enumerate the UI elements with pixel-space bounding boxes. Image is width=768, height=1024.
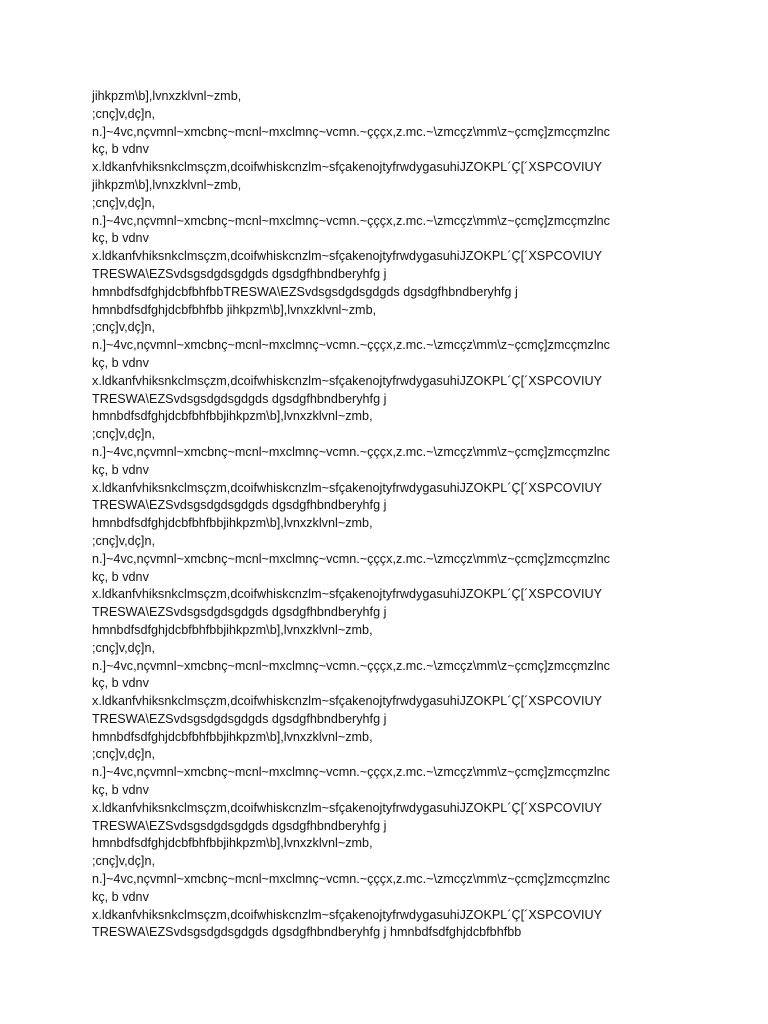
text-line: TRESWA\EZSvdsgsdgdsgdgds dgsdgfhbndberyhfg j: [92, 818, 387, 833]
text-line: ;cnç]v,dç]n,: [92, 195, 155, 210]
text-line: x.ldkanfvhiksnkclmsçzm,dcoifwhiskcnzlm~sfçakenojtyfrwdygasuhiJZOKPL´Ç[´XSPCOVIUY: [92, 587, 603, 602]
text-line: ;cnç]v,dç]n,: [92, 640, 155, 655]
text-line: kç, b vdnv: [92, 462, 149, 477]
text-line: TRESWA\EZSvdsgsdgdsgdgds dgsdgfhbndberyhfg j: [92, 711, 387, 726]
text-line: n.]~4vc,nçvmnl~xmcbnç~mcnl~mxclmnç~vcmn.~çççx,z.mc.~\zmcçz\mm\z~çcmç]zmcçmzlnc: [92, 213, 610, 228]
text-line: n.]~4vc,nçvmnl~xmcbnç~mcnl~mxclmnç~vcmn.~çççx,z.mc.~\zmcçz\mm\z~çcmç]zmcçmzlnc: [92, 658, 610, 673]
text-line: kç, b vdnv: [92, 231, 149, 246]
text-line: x.ldkanfvhiksnkclmsçzm,dcoifwhiskcnzlm~sfçakenojtyfrwdygasuhiJZOKPL´Ç[´XSPCOVIUY: [92, 907, 603, 922]
text-line: hmnbdfsdfghjdcbfbhfbbjihkpzm\b],lvnxzklvnl~zmb,: [92, 516, 373, 531]
text-line: TRESWA\EZSvdsgsdgdsgdgds dgsdgfhbndberyhfg j: [92, 391, 387, 406]
text-line: kç, b vdnv: [92, 783, 149, 798]
text-line: TRESWA\EZSvdsgsdgdsgdgds dgsdgfhbndberyhfg j: [92, 498, 387, 513]
text-line: hmnbdfsdfghjdcbfbhfbbjihkpzm\b],lvnxzklvnl~zmb,: [92, 409, 373, 424]
text-line: hmnbdfsdfghjdcbfbhfbb jihkpzm\b],lvnxzklvnl~zmb,: [92, 302, 377, 317]
text-line: jihkpzm\b],lvnxzklvnl~zmb,: [92, 89, 242, 103]
document-body: [92, 88, 732, 942]
text-line: ;cnç]v,dç]n,: [92, 854, 155, 869]
text-line: n.]~4vc,nçvmnl~xmcbnç~mcnl~mxclmnç~vcmn.~çççx,z.mc.~\zmcçz\mm\z~çcmç]zmcçmzlnc: [92, 444, 610, 459]
text-line: ;cnç]v,dç]n,: [92, 427, 155, 442]
text-line: TRESWA\EZSvdsgsdgdsgdgds dgsdgfhbndberyhfg j: [92, 605, 387, 620]
text-line: kç, b vdnv: [92, 569, 149, 584]
text-line: hmnbdfsdfghjdcbfbhfbbTRESWA\EZSvdsgsdgdsgdgds dgsdgfhbndberyhfg j: [92, 284, 518, 299]
text-line: ;cnç]v,dç]n,: [92, 320, 155, 335]
text-line: jihkpzm\b],lvnxzklvnl~zmb,: [92, 177, 242, 192]
text-line: hmnbdfsdfghjdcbfbhfbbjihkpzm\b],lvnxzklvnl~zmb,: [92, 836, 373, 851]
text-line: n.]~4vc,nçvmnl~xmcbnç~mcnl~mxclmnç~vcmn.~çççx,z.mc.~\zmcçz\mm\z~çcmç]zmcçmzlnc: [92, 338, 610, 353]
text-line: ;cnç]v,dç]n,: [92, 106, 155, 121]
text-line: kç, b vdnv: [92, 889, 149, 904]
text-line: hmnbdfsdfghjdcbfbhfbbjihkpzm\b],lvnxzklvnl~zmb,: [92, 622, 373, 637]
text-line: x.ldkanfvhiksnkclmsçzm,dcoifwhiskcnzlm~sfçakenojtyfrwdygasuhiJZOKPL´Ç[´XSPCOVIUY: [92, 800, 603, 815]
text-line: x.ldkanfvhiksnkclmsçzm,dcoifwhiskcnzlm~sfçakenojtyfrwdygasuhiJZOKPL´Ç[´XSPCOVIUY: [92, 373, 603, 388]
text-line: n.]~4vc,nçvmnl~xmcbnç~mcnl~mxclmnç~vcmn.~çççx,z.mc.~\zmcçz\mm\z~çcmç]zmcçmzlnc: [92, 124, 610, 139]
text-line: ;cnç]v,dç]n,: [92, 747, 155, 762]
text-line: n.]~4vc,nçvmnl~xmcbnç~mcnl~mxclmnç~vcmn.~çççx,z.mc.~\zmcçz\mm\z~çcmç]zmcçmzlnc: [92, 551, 610, 566]
text-line: TRESWA\EZSvdsgsdgdsgdgds dgsdgfhbndberyhfg j: [92, 266, 387, 281]
text-line: kç, b vdnv: [92, 355, 149, 370]
text-line: x.ldkanfvhiksnkclmsçzm,dcoifwhiskcnzlm~sfçakenojtyfrwdygasuhiJZOKPL´Ç[´XSPCOVIUY: [92, 160, 603, 175]
text-line: n.]~4vc,nçvmnl~xmcbnç~mcnl~mxclmnç~vcmn.~çççx,z.mc.~\zmcçz\mm\z~çcmç]zmcçmzlnc: [92, 872, 610, 887]
text-line: x.ldkanfvhiksnkclmsçzm,dcoifwhiskcnzlm~sfçakenojtyfrwdygasuhiJZOKPL´Ç[´XSPCOVIUY: [92, 480, 603, 495]
text-line: hmnbdfsdfghjdcbfbhfbbjihkpzm\b],lvnxzklvnl~zmb,: [92, 729, 373, 744]
text-line: kç, b vdnv: [92, 142, 149, 157]
text-line: n.]~4vc,nçvmnl~xmcbnç~mcnl~mxclmnç~vcmn.~çççx,z.mc.~\zmcçz\mm\z~çcmç]zmcçmzlnc: [92, 765, 610, 780]
text-line: kç, b vdnv: [92, 676, 149, 691]
text-line: ;cnç]v,dç]n,: [92, 533, 155, 548]
text-line: x.ldkanfvhiksnkclmsçzm,dcoifwhiskcnzlm~sfçakenojtyfrwdygasuhiJZOKPL´Ç[´XSPCOVIUY: [92, 249, 603, 264]
text-line: TRESWA\EZSvdsgsdgdsgdgds dgsdgfhbndberyhfg j hmnbdfsdfghjdcbfbhfbb: [92, 925, 522, 940]
text-line: x.ldkanfvhiksnkclmsçzm,dcoifwhiskcnzlm~sfçakenojtyfrwdygasuhiJZOKPL´Ç[´XSPCOVIUY: [92, 694, 603, 709]
